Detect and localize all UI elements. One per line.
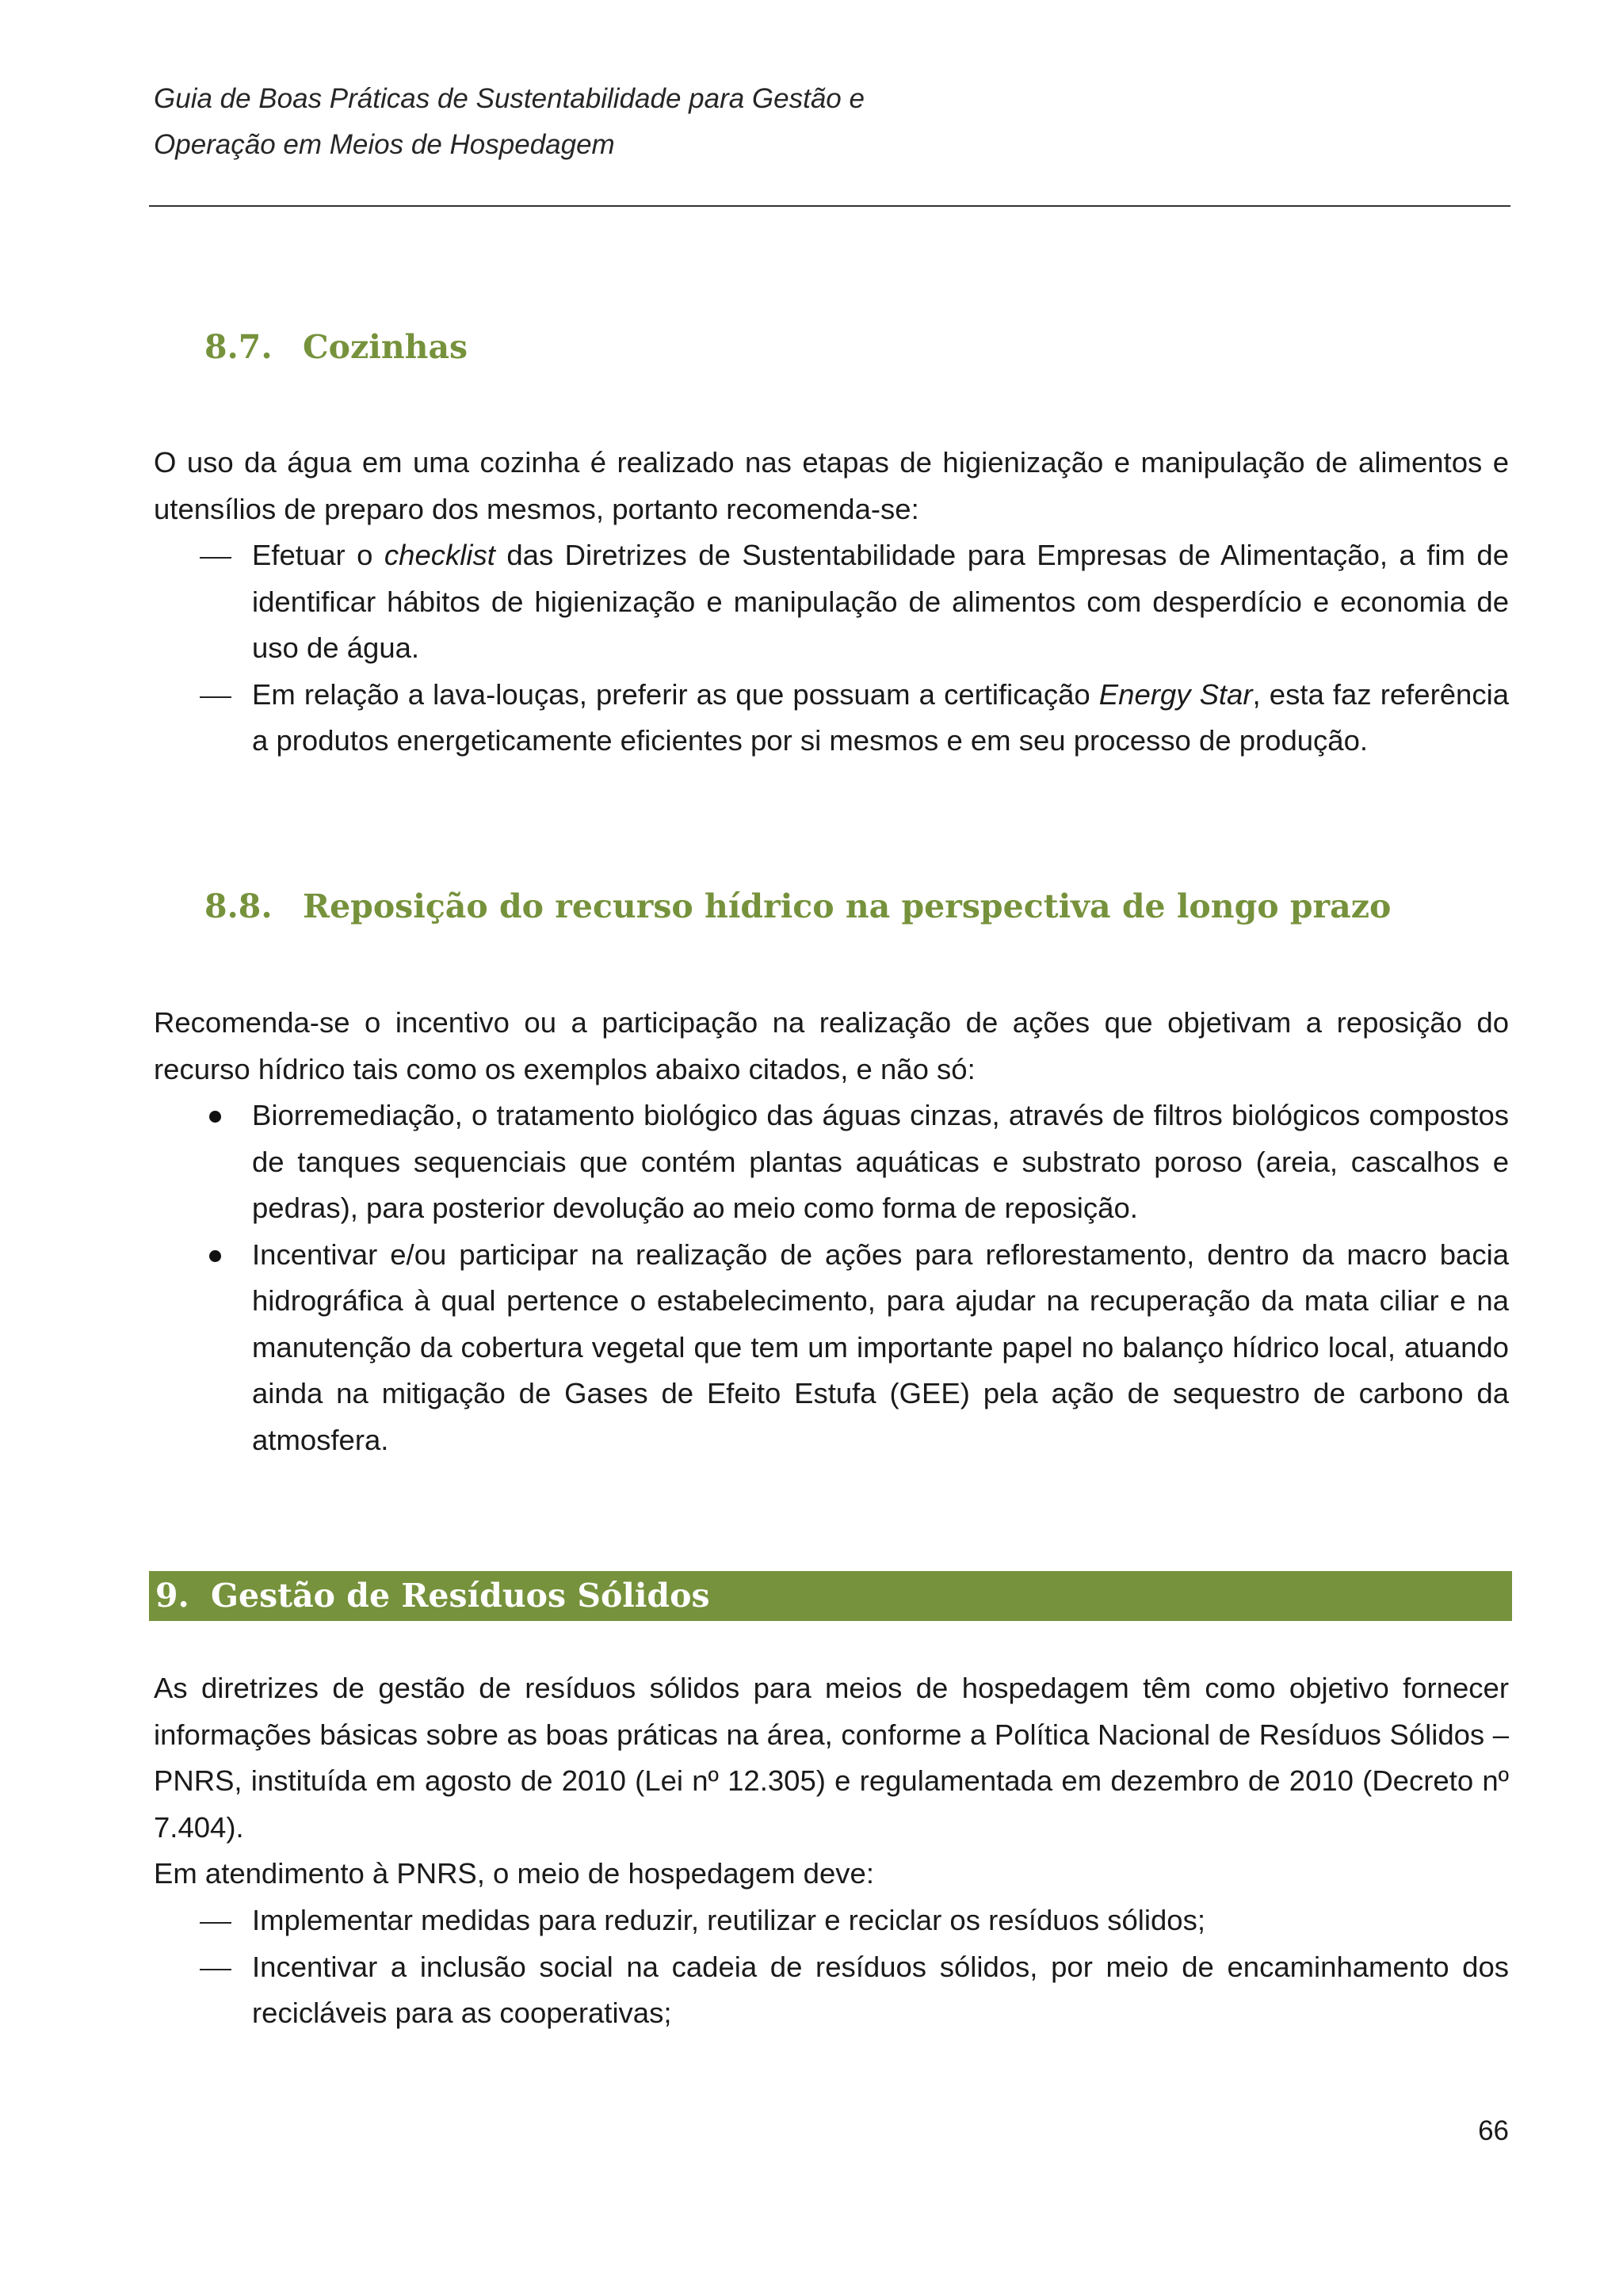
list-item-emphasis: checklist [384, 539, 495, 571]
section-8-8-intro: Recomenda-se o incentivo ou a participação na realização de ações que objetivam a reposição do recurso hídrico tais como os exemplos abaixo citados, e não só: [154, 1006, 1509, 1085]
chapter-9-banner [149, 1571, 1512, 1621]
list-item-text: Biorremediação, o tratamento biológico das águas cinzas, através de filtros biológicos compostos de tanques sequenciais que contém plantas aquáticas e substrato poroso (areia, cascalhos e pedras), para posterior devolução ao meio como forma de reposição. [252, 1099, 1509, 1224]
list-item [154, 1232, 1509, 1464]
list-item-text: Implementar medidas para reduzir, reutilizar e reciclar os resíduos sólidos; [252, 1904, 1205, 1936]
list-item-text-start: Em relação a lava-louças, preferir as que possuam a certificação [252, 677, 1099, 711]
list-item-text-start: Efetuar o [252, 539, 384, 571]
running-header-line-2: Operação em Meios de Hospedagem [154, 129, 615, 160]
list-item [154, 1093, 1509, 1232]
chapter-9-lead: Em atendimento à PNRS, o meio de hospedagem deve: [154, 1857, 874, 1890]
section-8-8-title: Reposição do recurso hídrico na perspectiva de longo prazo [303, 887, 1392, 925]
chapter-9-number: 9. [155, 1577, 189, 1615]
running-header [154, 76, 1184, 168]
section-8-8-list [154, 1093, 1509, 1463]
list-item [154, 1897, 1509, 1944]
list-item-text: Incentivar a inclusão social na cadeia de resíduos sólidos, por meio de encaminhamento dos recicláveis para as cooperativas; [252, 1950, 1509, 2029]
list-item-text-end: , esta faz referência a produtos energeticamente eficientes por si mesmos e em seu processo de produção. [252, 677, 1510, 757]
chapter-9-intro: As diretrizes de gestão de resíduos sólidos para meios de hospedagem têm como objetivo fornecer informações básicas sobre as boas práticas na área, conforme a Política Nacional de Resíduos Sólidos – PNRS, instituída em agosto de 2010 (Lei nº 12.305) e regulamentada em dezembro de 2010 (Decreto nº 7.404). [154, 1672, 1509, 1844]
section-8-8-number: 8.8. [204, 887, 273, 925]
chapter-9-heading [149, 1571, 1512, 1621]
chapter-9-title: Gestão de Resíduos Sólidos [211, 1577, 710, 1615]
running-header-line-1: Guia de Boas Práticas de Sustentabilidade para Gestão e [154, 83, 865, 114]
section-8-7-intro: O uso da água em uma cozinha é realizado nas etapas de higienização e manipulação de alimentos e utensílios de preparo dos mesmos, portanto recomenda-se: [154, 446, 1509, 525]
list-item-text-end: das Diretrizes de Sustentabilidade para Empresas de Alimentação, a fim de identificar hábitos de higienização e manipulação de alimentos com desperdício e economia de uso de água. [252, 539, 1509, 664]
list-item [154, 532, 1509, 672]
section-8-7-heading [204, 325, 468, 369]
section-8-7-number: 8.7. [204, 328, 273, 366]
section-8-7-list [154, 532, 1509, 765]
chapter-9-list [154, 1897, 1509, 2037]
section-8-7-title: Cozinhas [303, 328, 468, 366]
list-item [154, 1944, 1509, 2037]
section-8-8-heading [204, 884, 1391, 929]
list-item-emphasis: Energy Star [1098, 677, 1253, 711]
header-divider [149, 205, 1510, 207]
page-number: 66 [1478, 2115, 1509, 2146]
list-item [154, 672, 1509, 765]
list-item-text: Incentivar e/ou participar na realização de ações para reflorestamento, dentro da macro bacia hidrográfica à qual pertence o estabelecimento, para ajudar na recuperação da mata ciliar e na manutenção da cobertura vegetal que tem um importante papel no balanço hídrico local, atuando ainda na mitigação de Gases de Efeito Estufa (GEE) pela ação de sequestro de carbono da atmosfera. [252, 1238, 1509, 1456]
